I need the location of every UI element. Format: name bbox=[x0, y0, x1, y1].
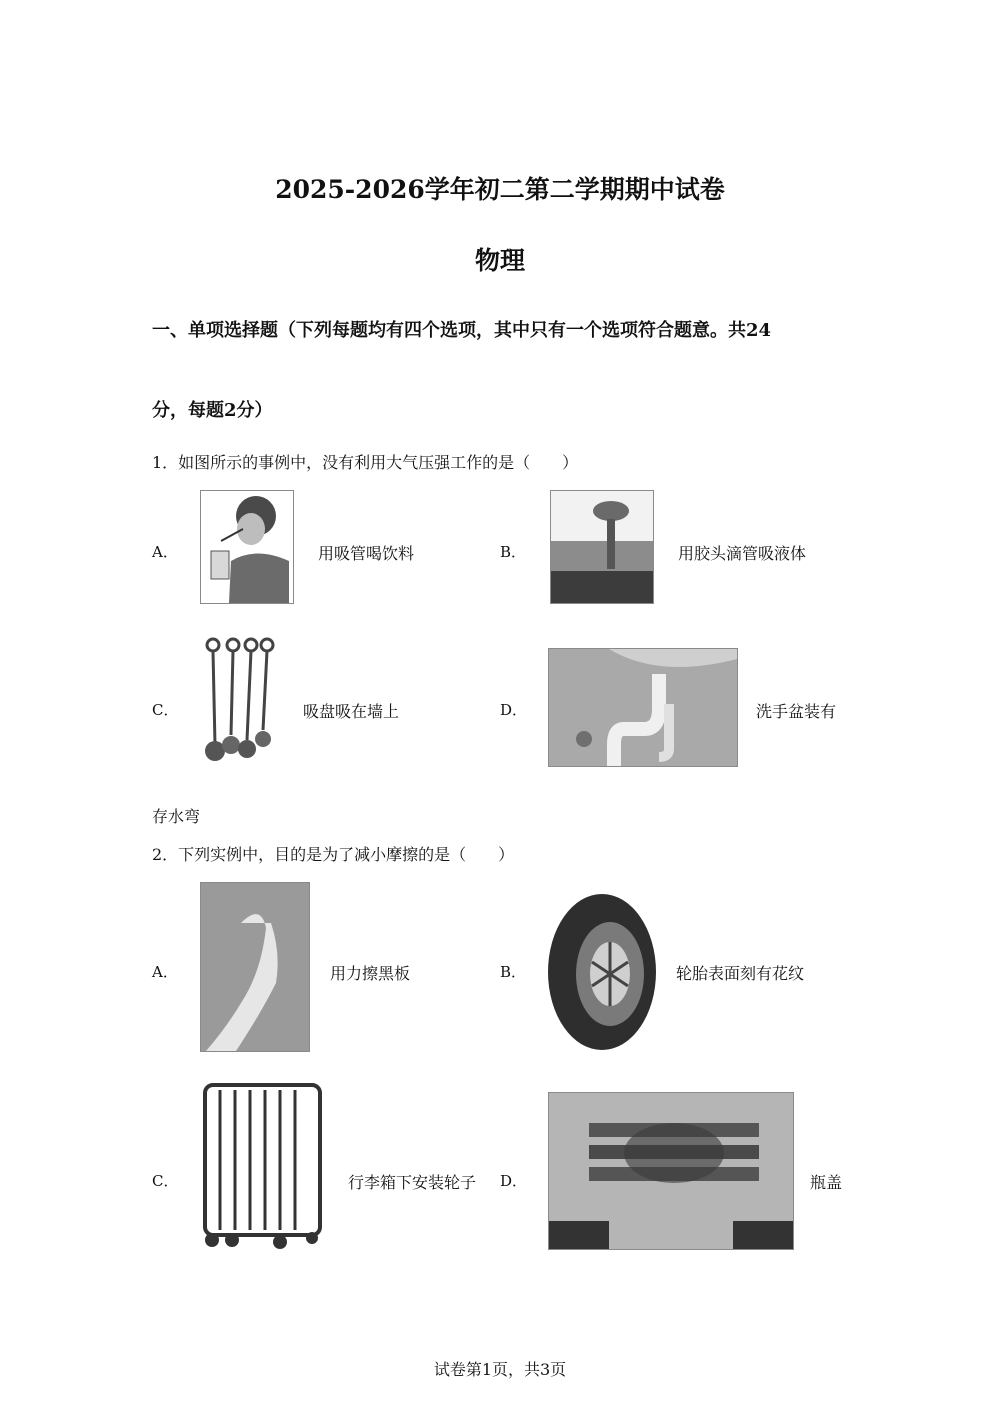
page-footer: 试卷第1页，共3页 bbox=[433, 1360, 567, 1379]
q1-option-d-letter: D． bbox=[500, 701, 528, 719]
q2-option-a-image-blackboard bbox=[200, 882, 310, 1052]
q2-option-d-image-bottle-cap bbox=[548, 1092, 794, 1250]
q2-option-b-letter: B． bbox=[500, 963, 527, 981]
sink-trap-icon bbox=[549, 649, 737, 766]
q2-option-d-letter: D． bbox=[500, 1172, 528, 1190]
subject-title: 物理 bbox=[474, 246, 525, 275]
q1-option-b-text: 用胶头滴管吸液体 bbox=[678, 544, 807, 563]
exam-title: 2025-2026学年初二第二学期期中试卷 bbox=[275, 175, 725, 204]
boy-drinking-straw-icon bbox=[201, 491, 293, 603]
question-1-stem: 1．如图所示的事例中，没有利用大气压强工作的是（ ） bbox=[152, 453, 579, 472]
question-2-stem: 2．下列实例中，目的是为了减小摩擦的是（ ） bbox=[152, 845, 515, 864]
q1-option-b-letter: B． bbox=[500, 543, 527, 561]
suction-cup-hooks-icon bbox=[201, 635, 279, 767]
q2-option-a-letter: A． bbox=[152, 963, 178, 981]
section-heading-line2: 分，每题2分） bbox=[152, 400, 273, 421]
q2-option-c-image-suitcase bbox=[200, 1080, 325, 1250]
q2-option-c-text: 行李箱下安装轮子 bbox=[348, 1173, 477, 1192]
q1-option-c-letter: C． bbox=[152, 701, 179, 719]
q1-option-d-text-overflow: 存水弯 bbox=[152, 807, 201, 826]
q1-option-c-text: 吸盘吸在墙上 bbox=[303, 702, 400, 721]
eraser-blackboard-icon bbox=[201, 883, 309, 1051]
q1-option-d-image-sink-trap bbox=[548, 648, 738, 767]
q2-option-a-text: 用力擦黑板 bbox=[330, 964, 411, 983]
tire-icon bbox=[546, 892, 658, 1052]
q1-option-b-image-dropper bbox=[550, 490, 654, 604]
dropper-icon bbox=[551, 491, 653, 603]
q1-option-a-text: 用吸管喝饮料 bbox=[318, 544, 415, 563]
q1-option-d-text: 洗手盆装有 bbox=[756, 702, 837, 721]
q1-option-c-image-suction bbox=[200, 634, 280, 768]
q1-option-a-letter: A． bbox=[152, 543, 178, 561]
bottle-cap-icon bbox=[549, 1093, 793, 1249]
q2-option-c-letter: C． bbox=[152, 1172, 179, 1190]
q2-option-d-text: 瓶盖 bbox=[810, 1173, 843, 1192]
section-heading-line1: 一、单项选择题（下列每题均有四个选项，其中只有一个选项符合题意。共24 bbox=[152, 320, 772, 341]
suitcase-icon bbox=[200, 1080, 325, 1250]
q1-option-a-image-straw bbox=[200, 490, 294, 604]
q2-option-b-image-tire bbox=[546, 892, 658, 1052]
q2-option-b-text: 轮胎表面刻有花纹 bbox=[676, 964, 805, 983]
